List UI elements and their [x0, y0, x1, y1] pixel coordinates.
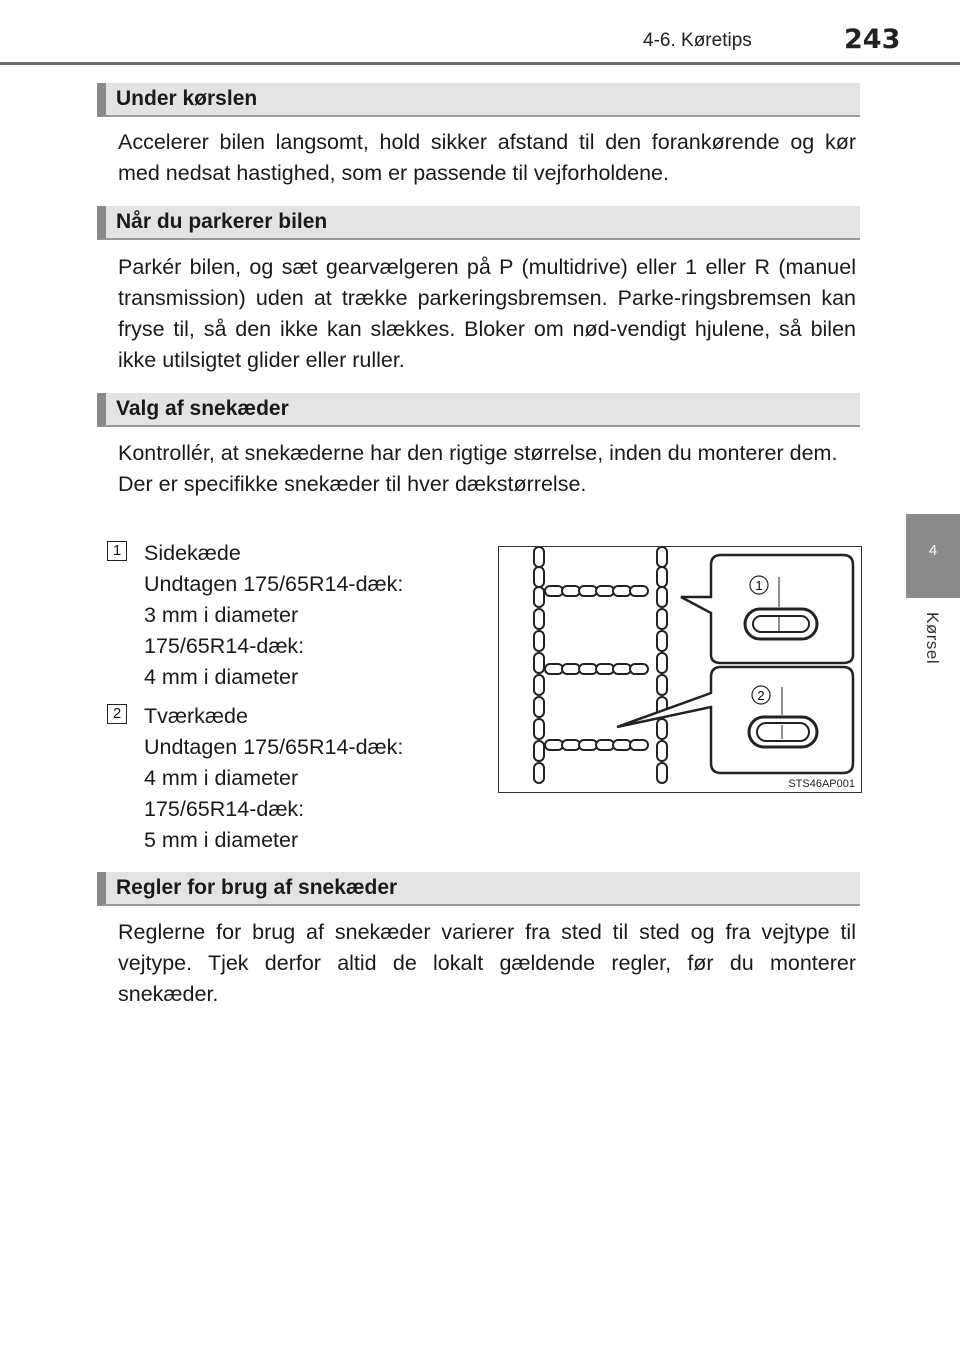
paragraph: Parkér bilen, og sæt gearvælgeren på P (multidrive) eller 1 eller R (manuel transmission) uden at trække parkeringsbremsen. Parke-ringsbremsen kan fryse til, så den ikke kan slækkes. Bloker om nød-vendigt hjulene, så bilen ikke utilsigtet glider eller ruller.	[118, 255, 856, 372]
paragraph: Der er specifikke snekæder til hver dækstørrelse.	[118, 472, 587, 496]
chain-name: Tværkæde	[144, 704, 248, 728]
figure-code: STS46AP001	[788, 778, 855, 790]
figure-callout-2: 2	[757, 688, 765, 703]
paragraph: Kontrollér, at snekæderne har den rigtige størrelse, inden du monterer dem.	[118, 441, 838, 465]
chapter-tab	[906, 514, 960, 598]
page-number: 243	[844, 24, 901, 55]
chain-spec-line: 4 mm i diameter	[144, 665, 299, 689]
section-title: Under kørslen	[116, 87, 258, 110]
chain-spec-line: 175/65R14-dæk:	[144, 634, 305, 658]
section-heading-valg-af-snekaeder	[97, 393, 860, 427]
header-divider	[0, 62, 960, 65]
snow-chain-illustration	[498, 546, 862, 793]
snow-chain-drawing	[499, 547, 860, 791]
item-number-badge: 2	[107, 704, 127, 724]
section-heading-under-korslen	[97, 83, 860, 117]
chain-spec-line: Undtagen 175/65R14-dæk:	[144, 735, 404, 759]
section-heading-regler	[97, 872, 860, 906]
chain-item-cross	[144, 701, 403, 856]
section-title: Når du parkerer bilen	[116, 210, 328, 233]
chain-spec-line: 3 mm i diameter	[144, 603, 299, 627]
section-title: Regler for brug af snekæder	[116, 876, 398, 899]
chapter-label: Kørsel	[923, 612, 942, 665]
chapter-number: 4	[928, 542, 938, 559]
section-body	[118, 917, 856, 1010]
chain-name: Sidekæde	[144, 541, 241, 565]
chain-spec-line: 175/65R14-dæk:	[144, 797, 305, 821]
chain-spec-line: 4 mm i diameter	[144, 766, 299, 790]
paragraph: Accelerer bilen langsomt, hold sikker afstand til den forankørende og kør med nedsat hastighed, som er passende til vejforholdene.	[118, 130, 856, 185]
section-body	[118, 252, 856, 376]
section-body	[118, 127, 856, 189]
paragraph: Reglerne for brug af snekæder varierer fra sted til sted og fra vejtype til vejtype. Tjek derfor altid de lokalt gældende regler, før du monterer snekæder.	[118, 920, 856, 1006]
chain-spec-line: 5 mm i diameter	[144, 828, 299, 852]
section-body	[118, 438, 856, 500]
chain-spec-line: Undtagen 175/65R14-dæk:	[144, 572, 404, 596]
section-heading-parkering	[97, 206, 860, 240]
running-header-section: 4-6. Køretips	[643, 30, 752, 51]
figure-callout-1: 1	[755, 578, 763, 593]
item-number-badge: 1	[107, 541, 127, 561]
chain-item-side	[144, 538, 403, 693]
section-title: Valg af snekæder	[116, 397, 289, 420]
